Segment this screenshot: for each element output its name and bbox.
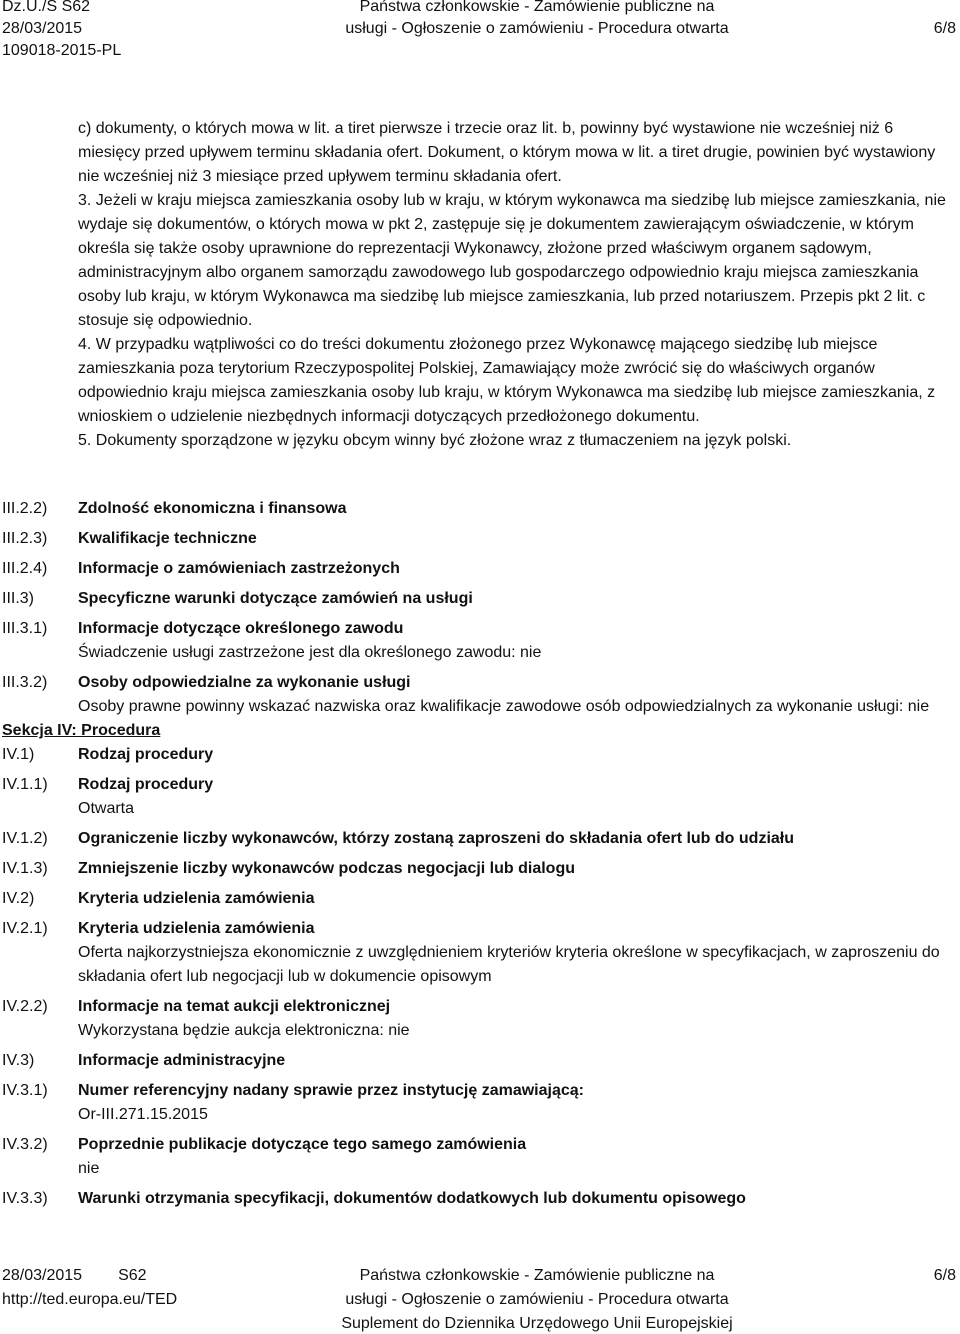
row-title: Warunki otrzymania specyfikacji, dokumentów dodatkowych lub dokumentu opisowego — [78, 1190, 746, 1207]
row-code: III.3) — [2, 590, 35, 607]
row-title: Numer referencyjny nadany sprawie przez instytucję zamawiającą: — [78, 1082, 584, 1099]
row-text: Or-III.271.15.2015 — [78, 1106, 208, 1123]
footer-meta — [2, 1264, 262, 1312]
row-iii-3-2 — [0, 671, 960, 719]
row-iv-3-3 — [0, 1187, 960, 1211]
row-text: nie — [78, 1160, 100, 1177]
header-title — [302, 0, 772, 40]
sections-list — [0, 497, 960, 1211]
row-code: IV.2.2) — [2, 998, 48, 1015]
row-iii-3 — [0, 587, 960, 611]
intro-paragraph-3: 3. Jeżeli w kraju miejsca zamieszkania osoby lub w kraju, w którym wykonawca ma siedzibę lub miejsce zamieszkania, nie wydaje się dokumentów, o których mowa w pkt 2, zastępuje się je dokumentem zawierającym oświadczenie, w którym określa się także osoby uprawnione do reprezentacji Wykonawcy, złożone przed właściwym organem sądowym, administracyjnym albo organem samorządu zawodowego lub gospodarczego odpowiednio kraju miejsca zamieszkania osoby lub kraju, w którym Wykonawca ma siedzibę lub miejsce zamieszkania, lub przed notariuszem. Przepis pkt 2 lit. c stosuje się odpowiednio. — [78, 192, 946, 329]
row-code: IV.3.3) — [2, 1190, 48, 1207]
footer-series: S62 — [118, 1267, 147, 1284]
intro-paragraph-c: c) dokumenty, o których mowa w lit. a tiret pierwsze i trzecie oraz lit. b, powinny być wystawione nie wcześniej niż 6 miesięcy przed upływem terminu składania ofert. Dokument, o którym mowa w lit. a tiret drugie, powinien być wystawiony nie wcześniej niż 3 miesiące przed upływem terminu składania ofert. — [78, 120, 936, 185]
row-iv-1-1 — [0, 773, 960, 821]
row-iv-1 — [0, 743, 960, 767]
row-code: III.2.3) — [2, 530, 48, 547]
row-iv-2-1 — [0, 917, 960, 989]
footer-page-number: 6/8 — [933, 1267, 956, 1284]
row-code: IV.3) — [2, 1052, 35, 1069]
footer-url[interactable]: http://ted.europa.eu/TED — [2, 1291, 178, 1308]
journal-ref: Dz.U./S S62 — [2, 0, 91, 15]
row-iv-3-1 — [0, 1079, 960, 1127]
row-title: Informacje o zamówieniach zastrzeżonych — [78, 560, 400, 577]
row-title: Zmniejszenie liczby wykonawców podczas negocjacji lub dialogu — [78, 860, 575, 877]
row-text: Osoby prawne powinny wskazać nazwiska oraz kwalifikacje zawodowe osób odpowiedzialnych za wykonanie usługi: nie — [78, 698, 930, 715]
row-code: IV.1.3) — [2, 860, 48, 877]
row-title: Informacje dotyczące określonego zawodu — [78, 620, 404, 637]
row-iv-2 — [0, 887, 960, 911]
section-heading: Sekcja IV: Procedura — [2, 722, 161, 739]
row-code: III.3.2) — [2, 674, 48, 691]
row-code: IV.2) — [2, 890, 35, 907]
row-iv-1-3 — [0, 857, 960, 881]
row-code: IV.2.1) — [2, 920, 48, 937]
header-page-number: 6/8 — [933, 20, 956, 37]
row-code: IV.1.1) — [2, 776, 48, 793]
row-title: Rodzaj procedury — [78, 776, 214, 793]
header-title-line1: Państwa członkowskie - Zamówienie publiczne na — [359, 0, 715, 15]
row-title: Specyficzne warunki dotyczące zamówień na usługi — [78, 590, 473, 607]
row-iii-3-1 — [0, 617, 960, 665]
row-title: Kryteria udzielenia zamówienia — [78, 890, 315, 907]
row-text: Wykorzystana będzie aukcja elektroniczna: nie — [78, 1022, 410, 1039]
row-code: III.3.1) — [2, 620, 48, 637]
header-title-line2: usługi - Ogłoszenie o zamówieniu - Procedura otwarta — [345, 20, 729, 37]
header-date: 28/03/2015 — [2, 20, 83, 37]
row-iii-2-3 — [0, 527, 960, 551]
footer-title — [302, 1264, 772, 1334]
intro-paragraph-4: 4. W przypadku wątpliwości co do treści dokumentu złożonego przez Wykonawcę mającego siedzibę lub miejsce zamieszkania poza terytorium Rzeczypospolitej Polskiej, Zamawiający może zwrócić się do właściwych organów odpowiednio kraju miejsca zamieszkania osoby lub kraju, w którym Wykonawca ma siedzibę lub miejsce zamieszkania, z wnioskiem o udzielenie niezbędnych informacji dotyczących przedłożonego dokumentu. — [78, 336, 936, 425]
row-code: IV.1) — [2, 746, 35, 763]
row-text: Świadczenie usługi zastrzeżone jest dla określonego zawodu: nie — [78, 644, 542, 661]
row-title: Osoby odpowiedzialne za wykonanie usługi — [78, 674, 411, 691]
intro-paragraph-5: 5. Dokumenty sporządzone w języku obcym winny być złożone wraz z tłumaczeniem na język polski. — [78, 432, 792, 449]
row-code: IV.3.2) — [2, 1136, 48, 1153]
row-iv-2-2 — [0, 995, 960, 1043]
row-code: III.2.4) — [2, 560, 48, 577]
header-meta — [2, 0, 262, 62]
row-code: III.2.2) — [2, 500, 48, 517]
notice-id: 109018-2015-PL — [2, 42, 122, 59]
row-title: Informacje na temat aukcji elektronicznej — [78, 998, 391, 1015]
footer-title-line1: Państwa członkowskie - Zamówienie publiczne na — [359, 1267, 715, 1284]
footer-date: 28/03/2015 — [2, 1267, 83, 1284]
row-title: Ograniczenie liczby wykonawców, którzy zostaną zaproszeni do składania ofert lub do udziału — [78, 830, 794, 847]
row-title: Poprzednie publikacje dotyczące tego samego zamówienia — [78, 1136, 527, 1153]
row-text: Oferta najkorzystniejsza ekonomicznie z uwzględnieniem kryteriów kryteria określone w specyfikacjach, w zaproszeniu do składania ofert lub negocjacji lub w dokumencie opisowym — [78, 944, 940, 985]
row-iv-3-2 — [0, 1133, 960, 1181]
row-title: Informacje administracyjne — [78, 1052, 286, 1069]
footer-title-line2: usługi - Ogłoszenie o zamówieniu - Procedura otwarta — [345, 1291, 729, 1308]
row-title: Zdolność ekonomiczna i finansowa — [78, 500, 347, 517]
row-iii-2-2 — [0, 497, 960, 521]
row-code: IV.3.1) — [2, 1082, 48, 1099]
row-title: Rodzaj procedury — [78, 746, 214, 763]
footer-title-line3: Suplement do Dziennika Urzędowego Unii Europejskiej — [341, 1315, 733, 1332]
row-title: Kryteria udzielenia zamówienia — [78, 920, 315, 937]
row-iii-2-4 — [0, 557, 960, 581]
intro-text — [78, 117, 958, 453]
row-iv-3 — [0, 1049, 960, 1073]
row-text: Otwarta — [78, 800, 135, 817]
row-title: Kwalifikacje techniczne — [78, 530, 257, 547]
row-iv-1-2 — [0, 827, 960, 851]
row-code: IV.1.2) — [2, 830, 48, 847]
